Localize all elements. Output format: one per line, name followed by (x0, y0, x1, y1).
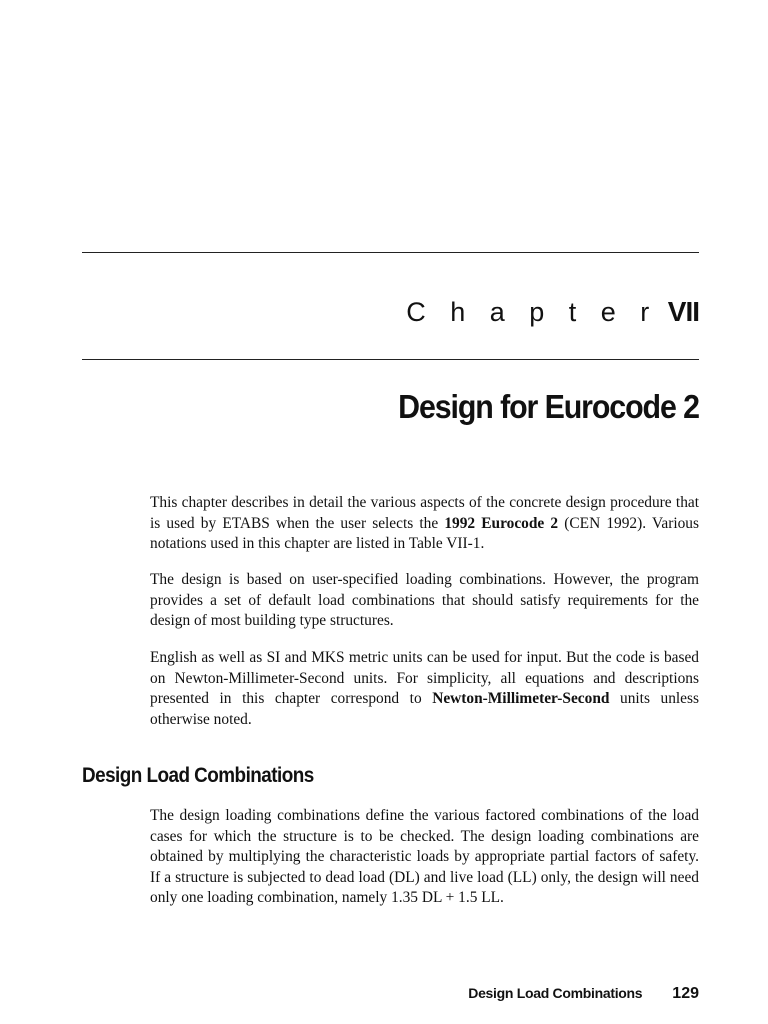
top-rule (82, 252, 699, 253)
page-number: 129 (672, 985, 699, 1002)
chapter-number: VII (667, 296, 699, 327)
paragraph-intro-text-2: (CEN 1992). Various notations used in this chapter are listed in Table VII-1. (150, 514, 699, 552)
paragraph-units-bold: Newton-Millimeter-Second (432, 690, 610, 707)
paragraph-load-combinations: The design loading combinations define the various factored combinations of the load cases for which the structure is to be checked. The design loading combinations are obtained by multiplying the characteristic loads by appropriate partial factors of safety. If a structure is subjected to dead load (DL) and live load (LL) only, the design will need only one loading combination, namely 1.35 DL + 1.5 LL. (150, 807, 699, 906)
chapter-label (406, 296, 699, 328)
paragraph-intro (150, 493, 699, 555)
page-footer (468, 985, 699, 1003)
paragraph-intro-text-1: This chapter describes in detail the various aspects of the concrete design procedure that is used by ETABS when the user selects the (150, 494, 699, 532)
paragraph-intro-bold: 1992 Eurocode 2 (444, 514, 559, 532)
chapter-word: C h a p t e r (406, 297, 658, 327)
middle-rule (82, 359, 699, 360)
footer-title: Design Load Combinations (468, 985, 643, 1001)
chapter-title: Design for Eurocode 2 (398, 388, 699, 425)
paragraph-units (150, 648, 699, 730)
section-heading: Design Load Combinations (82, 764, 314, 787)
paragraph-units-text-2: units unless otherwise noted. (150, 690, 699, 728)
paragraph-design-basis: The design is based on user-specified loading combinations. However, the program provides a set of default load combinations that should satisfy requirements for the design of most building type structures. (150, 571, 699, 629)
paragraph-units-text-1: English as well as SI and MKS metric units can be used for input. But the code is based on Newton-Millimeter-Second units. For simplicity, all equations and descriptions presented in this chapter correspond to (150, 649, 699, 707)
